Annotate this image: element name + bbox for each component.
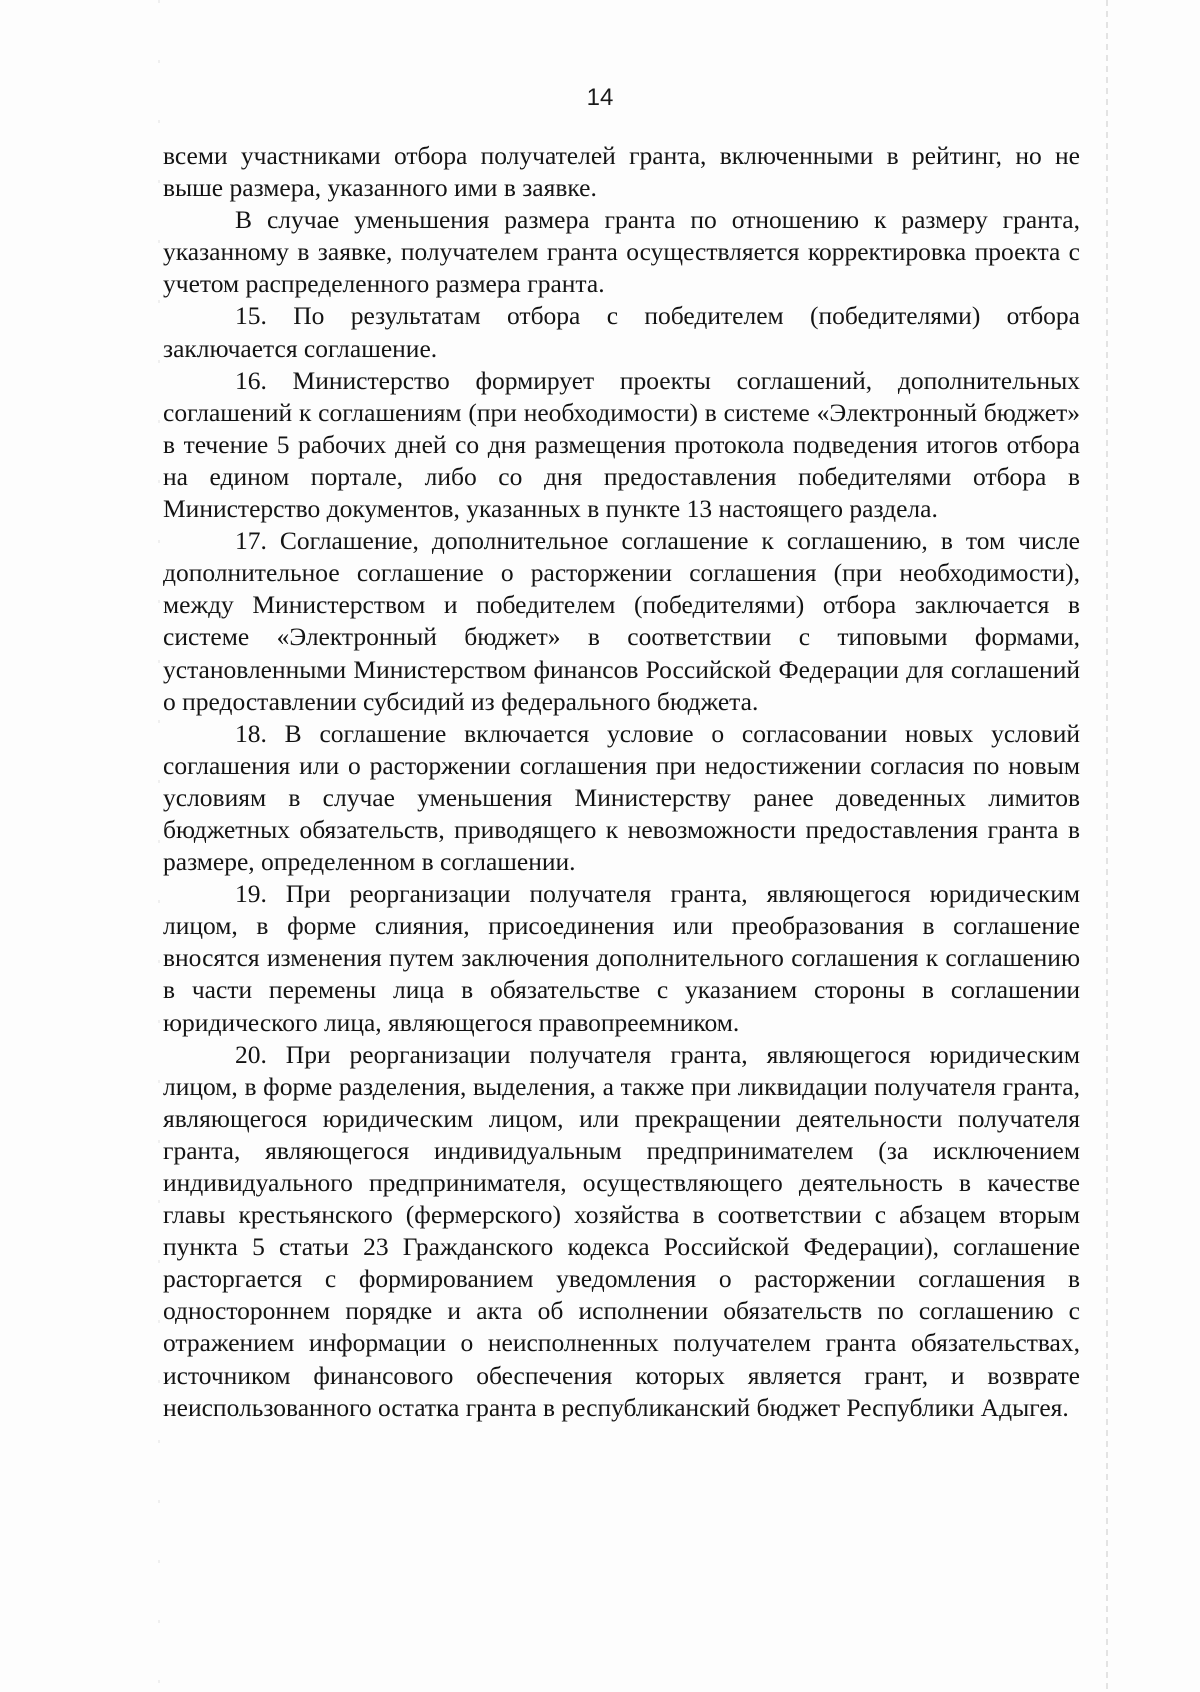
paragraph-16: 16. Министерство формирует проекты соглашений, дополнительных соглашений к соглашениям (при необходимости) в системе «Электронный бюджет» в течение 5 рабочих дней со дня размещения протокола подведения итогов отбора на едином портале, либо со дня предоставления победителями отбора в Министерство документов, указанных в пункте 13 настоящего раздела. bbox=[163, 365, 1080, 524]
paragraph-grant-reduction: В случае уменьшения размера гранта по отношению к размеру гранта, указанному в заявке, получателем гранта осуществляется корректировка проекта с учетом распределенного размера гранта. bbox=[163, 205, 1080, 299]
scan-edge-artifact-left bbox=[158, 0, 160, 1692]
paragraph-15: 15. По результатам отбора с победителем (победителями) отбора заключается соглашение. bbox=[163, 301, 1080, 363]
paragraph-19: 19. При реорганизации получателя гранта, являющегося юридическим лицом, в форме слияния, присоединения или преобразования в соглашение вносятся изменения путем заключения дополнительного соглашения к соглашению в части перемены лица в обязательстве с указанием стороны в соглашении юридического лица, являющегося правопреемником. bbox=[163, 879, 1080, 1037]
paragraph-20: 20. При реорганизации получателя гранта, являющегося юридическим лицом, в форме разделения, выделения, а также при ликвидации получателя гранта, являющегося юридическим лицом, или прекращении деятельности получателя гранта, являющегося индивидуальным предпринимателем (за исключением индивидуального предпринимателя, осуществляющего деятельность в качестве главы крестьянского (фермерского) хозяйства в соответствии с абзацем вторым пункта 5 статьи 23 Гражданского кодекса Российской Федерации), соглашение расторгается с формированием уведомления о расторжении соглашения в одностороннем порядке и акта об исполнении обязательств по соглашению с отражением информации о неисполненных получателем гранта обязательствах, источником финансового обеспечения которых является грант, и возврате неиспользованного остатка гранта в республиканский бюджет Республики Адыгея. bbox=[163, 1039, 1080, 1422]
paragraph-18: 18. В соглашение включается условие о согласовании новых условий соглашения или о расторжении соглашения при недостижении согласия по новым условиям в случае уменьшения Министерству ранее доведенных лимитов бюджетных обязательств, приводящего к невозможности предоставления гранта в размере, определенном в соглашении. bbox=[163, 718, 1080, 877]
paragraph-continuation: всеми участниками отбора получателей гранта, включенными в рейтинг, но не выше размера, указанного ими в заявке. bbox=[163, 141, 1080, 203]
paragraph-17: 17. Соглашение, дополнительное соглашение к соглашению, в том числе дополнительное соглашение о расторжении соглашения (при необходимости), между Министерством и победителем (победителями) отбора заключается в системе «Электронный бюджет» в соответствии с типовыми формами, установленными Министерством финансов Российской Федерации для соглашений о предоставлении субсидий из федерального бюджета. bbox=[163, 526, 1080, 716]
document-body bbox=[163, 140, 1080, 1424]
scan-edge-artifact bbox=[1106, 0, 1108, 1692]
page-number: 14 bbox=[586, 84, 614, 111]
